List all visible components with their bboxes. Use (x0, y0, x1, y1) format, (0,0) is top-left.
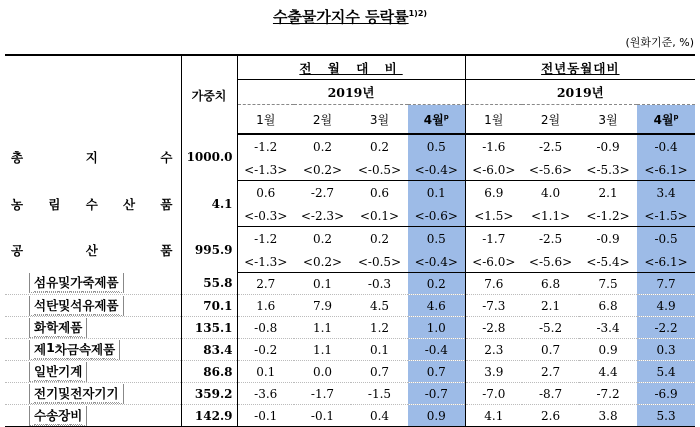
cell-yoy-2: -8.7 (522, 383, 579, 405)
cell-mom-4: 0.1 (408, 181, 465, 206)
subrow-label: 수 송 장 비 (5, 405, 181, 427)
row-label: 농 림 수 산 품 (5, 181, 181, 227)
cell-mom-4: 4.6 (408, 295, 465, 317)
cell-mom-2: 0.2 (312, 232, 333, 246)
cell-yoy-4: 5.3 (637, 405, 695, 427)
cell-yoy_sub-2: <-5.6> (522, 159, 579, 181)
cell-mom-1: 1.6 (237, 295, 294, 317)
cell-mom-4: 0.2 (408, 273, 465, 295)
cell-yoy-4: -0.5 (637, 227, 695, 252)
cell-mom-4: -0.7 (408, 383, 465, 405)
cell-mom_sub-2: <0.2> (294, 159, 351, 181)
cell-yoy-4: 7.7 (637, 273, 695, 295)
month-header-mom-4: 4월$^p$ (408, 105, 465, 135)
subrow-weight: 142.9 (181, 405, 237, 427)
month-header-yoy-2: 2월 (522, 105, 579, 135)
subrow-weight: 135.1 (181, 317, 237, 339)
cell-yoy_sub-4: <-6.1> (637, 159, 695, 181)
cell-yoy_sub-3: <-1.2> (579, 205, 637, 227)
cell-yoy-4: 5.4 (637, 361, 695, 383)
cell-mom-2: 0.2 (312, 140, 333, 154)
cell-yoy-1: -7.3 (465, 295, 522, 317)
cell-yoy-2: -2.5 (538, 140, 563, 154)
cell-mom-1: -0.2 (237, 339, 294, 361)
cell-yoy-3: -3.4 (579, 317, 637, 339)
cell-mom-4: 0.9 (408, 405, 465, 427)
cell-yoy-3: 3.8 (579, 405, 637, 427)
cell-yoy-1: 4.1 (465, 405, 522, 427)
cell-mom-1: -0.8 (237, 317, 294, 339)
unit-note: (원화기준, %) (625, 36, 694, 49)
month-header-yoy-1: 1월 (465, 105, 522, 135)
cell-mom-4: 1.0 (408, 317, 465, 339)
cell-mom-2: 7.9 (294, 295, 351, 317)
month-header-mom-3: 3월 (351, 105, 408, 135)
cell-yoy_sub-3: <-5.3> (579, 159, 637, 181)
cell-yoy_sub-4: <-1.5> (637, 205, 695, 227)
month-header-yoy-3: 3월 (579, 105, 637, 135)
cell-mom-2: 0.1 (294, 273, 351, 295)
cell-yoy-1: -2.8 (465, 317, 522, 339)
cell-mom-1: -3.6 (237, 383, 294, 405)
cell-yoy-3: -0.9 (596, 232, 620, 246)
cell-mom_sub-4: <-0.4> (408, 159, 465, 181)
cell-mom-1: 0.6 (256, 186, 276, 200)
subrow-label: 전 기 및 전 자 기 기 (5, 383, 181, 405)
group-header-mom: 전 월 대 비 (237, 55, 465, 80)
cell-mom-3: 0.6 (369, 186, 390, 200)
cell-yoy-3: 0.9 (579, 339, 637, 361)
cell-yoy-1: 6.9 (484, 186, 504, 200)
subrow-weight: 359.2 (181, 383, 237, 405)
subrow-weight: 86.8 (181, 361, 237, 383)
month-header-mom-2: 2월 (294, 105, 351, 135)
subrow-label: 석 탄 및 석 유 제 품 (5, 295, 181, 317)
cell-mom-2: 1.1 (294, 339, 351, 361)
cell-mom-2: 1.1 (294, 317, 351, 339)
cell-yoy-1: 7.6 (465, 273, 522, 295)
cell-yoy-1: -1.6 (482, 140, 506, 154)
year-header-mom: 2019년 (237, 80, 465, 105)
cell-mom_sub-4: <-0.6> (408, 205, 465, 227)
cell-mom_sub-1: <-1.3> (237, 251, 294, 273)
cell-mom_sub-1: <-0.3> (237, 205, 294, 227)
subrow-weight: 55.8 (181, 273, 237, 295)
cell-mom-3: 4.5 (351, 295, 408, 317)
group-header-yoy: 전년동월대비 (465, 55, 695, 80)
cell-mom-1: 2.7 (237, 273, 294, 295)
cell-yoy-3: 2.1 (598, 186, 618, 200)
cell-yoy-3: 6.8 (579, 295, 637, 317)
cell-yoy_sub-1: <-6.0> (465, 251, 522, 273)
row-label: 공 산 품 (5, 227, 181, 273)
cell-mom-3: 0.2 (369, 232, 390, 246)
cell-mom-2: -1.7 (294, 383, 351, 405)
subrow-weight: 70.1 (181, 295, 237, 317)
cell-mom-3: 0.2 (369, 140, 390, 154)
row-label: 총 지 수 (5, 134, 181, 181)
cell-mom-3: -1.5 (351, 383, 408, 405)
cell-yoy-3: 4.4 (579, 361, 637, 383)
cell-mom-3: 1.2 (351, 317, 408, 339)
cell-yoy_sub-2: <1.1> (522, 205, 579, 227)
cell-mom-3: 0.1 (351, 339, 408, 361)
cell-yoy-4: -2.2 (637, 317, 695, 339)
cell-yoy-3: -7.2 (579, 383, 637, 405)
subrow-label: 섬 유 및 가 죽 제 품 (5, 273, 181, 295)
cell-mom-3: 0.7 (351, 361, 408, 383)
cell-yoy-3: 7.5 (579, 273, 637, 295)
cell-mom-1: 0.1 (237, 361, 294, 383)
cell-yoy-4: -0.4 (637, 134, 695, 159)
cell-mom_sub-4: <-0.4> (408, 251, 465, 273)
row-weight: 4.1 (181, 181, 237, 227)
cell-yoy-2: 6.8 (522, 273, 579, 295)
cell-yoy-2: 4.0 (541, 186, 561, 200)
cell-mom_sub-1: <-1.3> (237, 159, 294, 181)
cell-yoy_sub-1: <-6.0> (465, 159, 522, 181)
cell-mom-1: -0.1 (237, 405, 294, 427)
cell-mom-2: 0.0 (294, 361, 351, 383)
cell-yoy-2: -5.2 (522, 317, 579, 339)
row-weight: 995.9 (181, 227, 237, 273)
cell-mom-2: -2.7 (310, 186, 335, 200)
cell-mom_sub-2: <0.2> (294, 251, 351, 273)
header-blank (5, 55, 181, 134)
weight-header: 가중치 (181, 55, 237, 134)
cell-mom_sub-3: <-0.5> (351, 159, 408, 181)
cell-mom-4: 0.5 (408, 227, 465, 252)
cell-yoy-4: -6.9 (637, 383, 695, 405)
month-header-mom-1: 1월 (237, 105, 294, 135)
cell-yoy_sub-2: <-5.6> (522, 251, 579, 273)
export-price-index-table (5, 54, 695, 427)
subrow-label: 화 학 제 품 (5, 317, 181, 339)
title-footnote: 1)2) (408, 9, 428, 18)
cell-yoy-1: -1.7 (482, 232, 506, 246)
cell-mom-1: -1.2 (254, 232, 278, 246)
cell-yoy-2: 0.7 (522, 339, 579, 361)
cell-mom-2: -0.1 (294, 405, 351, 427)
cell-yoy-4: 3.4 (637, 181, 695, 206)
cell-yoy-2: 2.1 (522, 295, 579, 317)
cell-mom_sub-2: <-2.3> (294, 205, 351, 227)
cell-yoy-1: 3.9 (465, 361, 522, 383)
cell-mom-4: 0.7 (408, 361, 465, 383)
cell-yoy-4: 0.3 (637, 339, 695, 361)
document-title (0, 6, 700, 27)
subrow-weight: 83.4 (181, 339, 237, 361)
year-header-yoy: 2019년 (465, 80, 695, 105)
month-header-yoy-4: 4월$^p$ (637, 105, 695, 135)
cell-yoy_sub-3: <-5.4> (579, 251, 637, 273)
cell-mom-3: -0.3 (351, 273, 408, 295)
cell-yoy-2: -2.5 (538, 232, 563, 246)
cell-mom_sub-3: <0.1> (351, 205, 408, 227)
cell-yoy-3: -0.9 (596, 140, 620, 154)
cell-yoy-2: 2.6 (522, 405, 579, 427)
title-text: 수출물가지수 등락률 (272, 8, 409, 26)
cell-mom-4: -0.4 (408, 339, 465, 361)
cell-yoy_sub-1: <1.5> (465, 205, 522, 227)
cell-mom-1: -1.2 (254, 140, 278, 154)
cell-yoy-1: 2.3 (465, 339, 522, 361)
cell-yoy-2: 2.7 (522, 361, 579, 383)
cell-mom_sub-3: <-0.5> (351, 251, 408, 273)
cell-mom-4: 0.5 (408, 134, 465, 159)
cell-mom-3: 0.4 (351, 405, 408, 427)
subrow-label: 일 반 기 계 (5, 361, 181, 383)
subrow-label: 제 1 차 금 속 제 품 (5, 339, 181, 361)
cell-yoy-1: -7.0 (465, 383, 522, 405)
row-weight: 1000.0 (181, 134, 237, 181)
cell-yoy-4: 4.9 (637, 295, 695, 317)
cell-yoy_sub-4: <-6.1> (637, 251, 695, 273)
